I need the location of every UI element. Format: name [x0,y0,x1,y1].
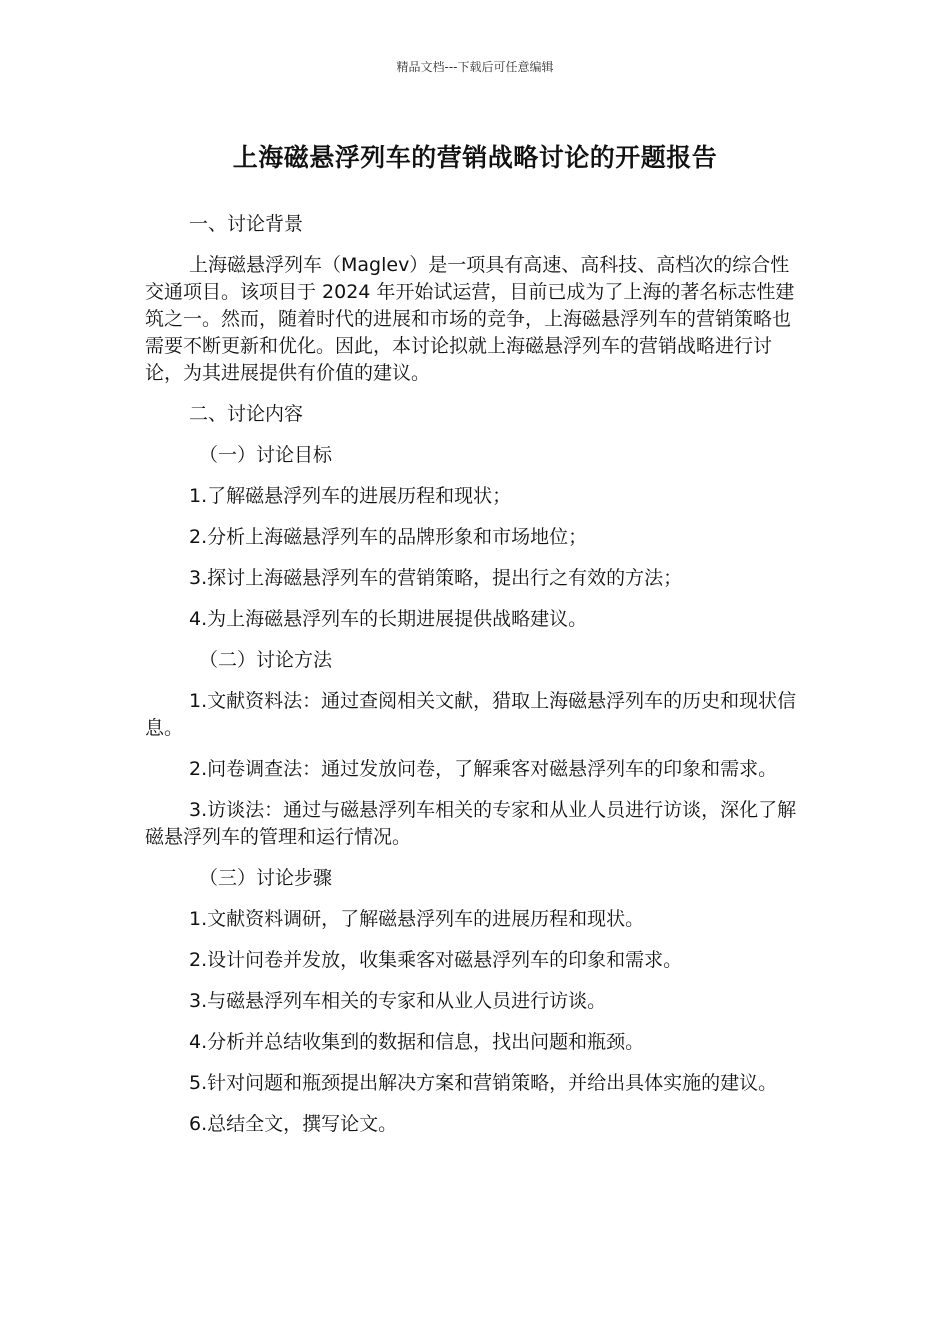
list-item-method-2: 2.问卷调查法：通过发放问卷，了解乘客对磁悬浮列车的印象和需求。 [189,758,778,780]
list-item-goal-1: 1.了解磁悬浮列车的进展历程和现状； [189,485,512,507]
section-heading-background: 一、讨论背景 [189,213,304,235]
list-item-goal-3: 3.探讨上海磁悬浮列车的营销策略，提出行之有效的方法； [189,567,683,589]
list-item-step-6: 6.总结全文，撰写论文。 [189,1113,398,1135]
subsection-heading-steps: （三）讨论步骤 [199,867,333,889]
list-item-step-2: 2.设计问卷并发放，收集乘客对磁悬浮列车的印象和需求。 [189,949,683,971]
header-note: 精品文档---下载后可任意编辑 [396,60,554,74]
list-item-step-3: 3.与磁悬浮列车相关的专家和从业人员进行访谈。 [189,990,607,1012]
list-item-goal-4: 4.为上海磁悬浮列车的长期进展提供战略建议。 [189,608,588,630]
list-item-method-1: 1.文献资料法：通过查阅相关文献，猎取上海磁悬浮列车的历史和现状信息。 [145,690,797,739]
subsection-heading-methods: （二）讨论方法 [199,649,333,671]
list-item-step-4: 4.分析并总结收集到的数据和信息，找出问题和瓶颈。 [189,1031,645,1053]
subsection-heading-goals: （一）讨论目标 [199,444,333,466]
list-item-method-3: 3.访谈法：通过与磁悬浮列车相关的专家和从业人员进行访谈，深化了解磁悬浮列车的管理和运行情况。 [145,799,797,848]
document-title: 上海磁悬浮列车的营销战略讨论的开题报告 [232,143,718,172]
list-item-step-1: 1.文献资料调研，了解磁悬浮列车的进展历程和现状。 [189,908,645,930]
list-item-goal-2: 2.分析上海磁悬浮列车的品牌形象和市场地位； [189,526,588,548]
list-item-step-5: 5.针对问题和瓶颈提出解决方案和营销策略，并给出具体实施的建议。 [189,1072,778,1094]
paragraph-background: 上海磁悬浮列车（Maglev）是一项具有高速、高科技、高档次的综合性交通项目。该项目于 2024 年开始试运营，目前已成为了上海的著名标志性建筑之一。然而，随着时代的进展和市场的竞争，上海磁悬浮列车的营销策略也需要不断更新和优化。因此，本讨论拟就上海磁悬浮列车的营销战略进行讨论，为其进展提供有价值的建议。 [145,254,795,384]
document-body [145,211,805,1152]
section-heading-content: 二、讨论内容 [189,403,304,425]
